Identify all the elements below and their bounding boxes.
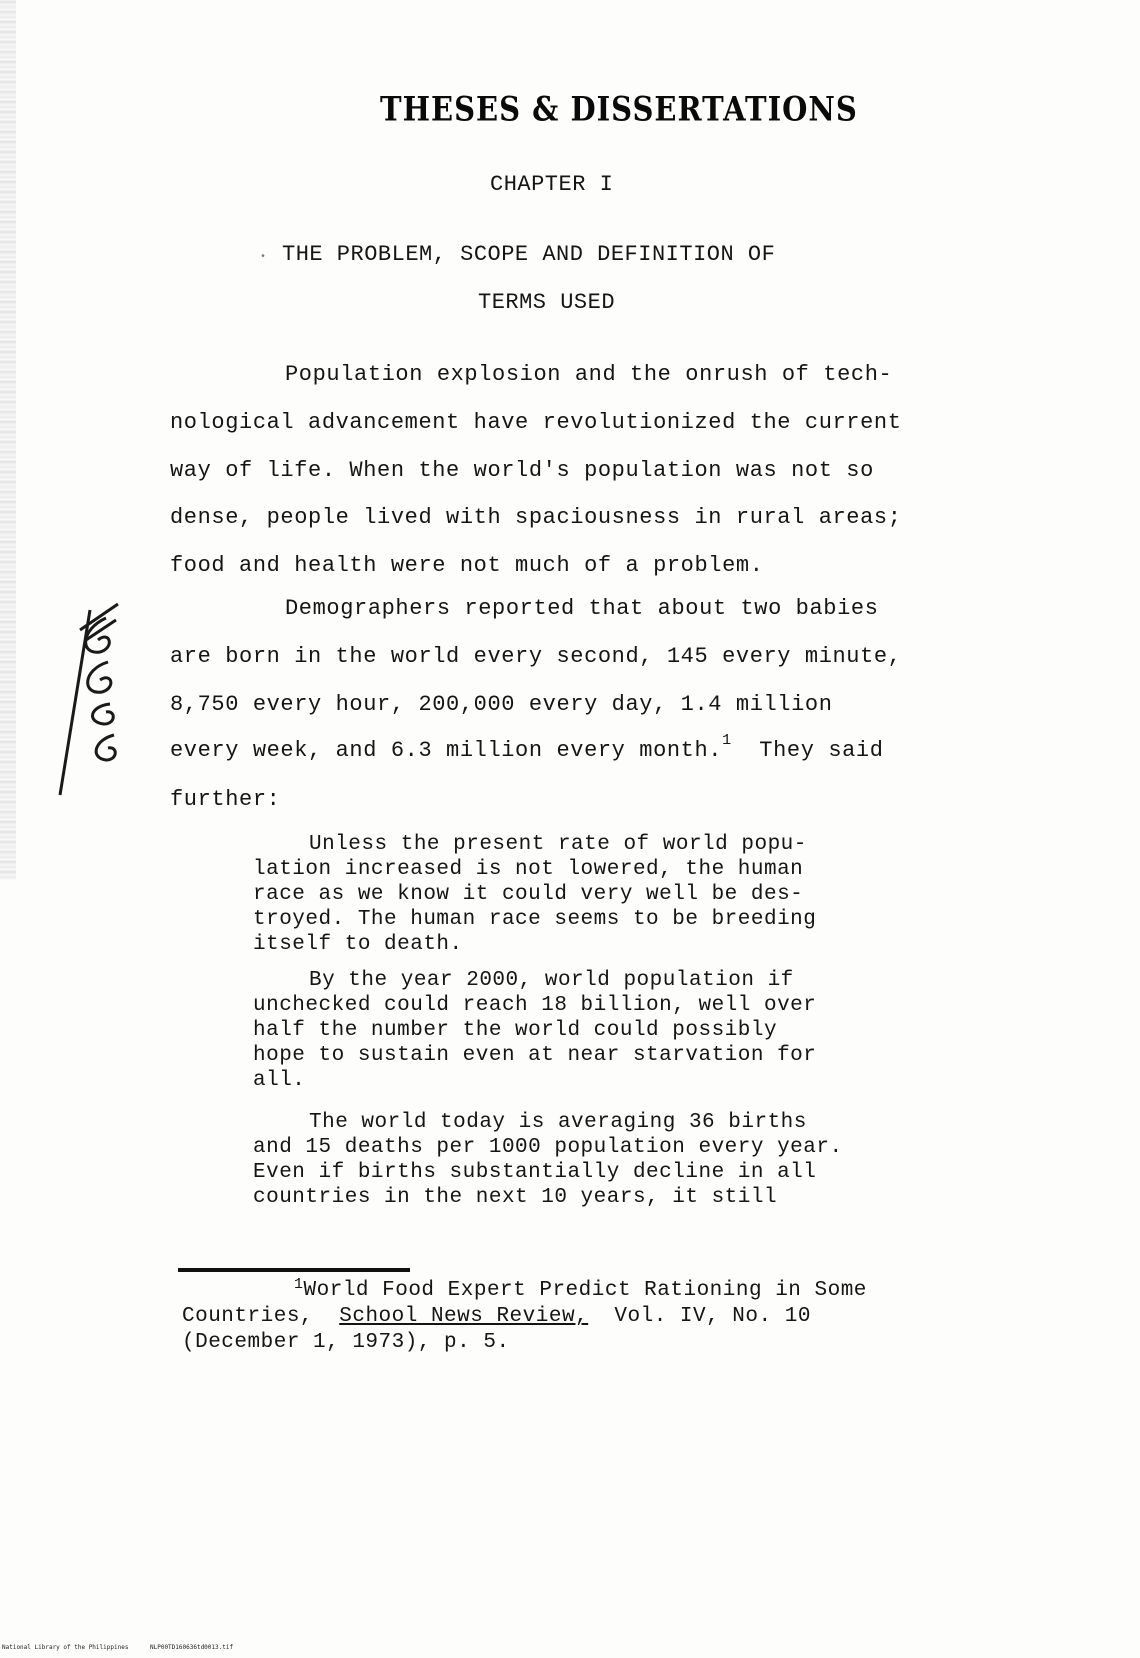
quote-3-line-4: countries in the next 10 years, it still <box>253 1186 778 1209</box>
footnote-source-title: School News Review, <box>339 1305 589 1328</box>
handwritten-accession-number <box>20 600 130 800</box>
quote-3-line-2: and 15 deaths per 1000 population every year. <box>253 1136 843 1159</box>
paragraph-2-line-4-after: They said <box>731 738 884 763</box>
block-quote-paragraph-2 <box>253 968 893 1093</box>
scan-edge-artifact <box>0 0 16 880</box>
quote-2-line-2: unchecked could reach 18 billion, well over <box>253 994 817 1017</box>
footnote-line-1 <box>182 1278 867 1304</box>
quote-2-line-4: hope to sustain even at near starvation for <box>253 1044 817 1067</box>
paragraph-1-line-2: nological advancement have revolutionized the current <box>170 410 902 435</box>
footnote-line-3: (December 1, 1973), p. 5. <box>182 1331 510 1354</box>
footnote-divider <box>178 1268 410 1272</box>
quote-3-line-3: Even if births substantially decline in all <box>253 1161 817 1184</box>
footnote-reference: 1 <box>722 732 732 749</box>
quote-1-line-5: itself to death. <box>253 933 463 956</box>
paragraph-1-line-4: dense, people lived with spaciousness in rural areas; <box>170 505 902 530</box>
paragraph-2-line-3: 8,750 every hour, 200,000 every day, 1.4 million <box>170 692 833 717</box>
paragraph-1-line-3: way of life. When the world's population was not so <box>170 458 874 483</box>
chapter-heading: CHAPTER I <box>490 172 614 197</box>
chapter-title-line-1: THE PROBLEM, SCOPE AND DEFINITION OF <box>282 242 776 267</box>
block-quote-paragraph-3 <box>253 1110 893 1210</box>
paragraph-2-line-1: Demographers reported that about two babies <box>285 596 879 621</box>
chapter-title-line-2: TERMS USED <box>478 290 616 315</box>
quote-1-line-4: troyed. The human race seems to be breeding <box>253 908 817 931</box>
footnote-marker: 1 <box>294 1276 304 1293</box>
footnote-line-1-text: World Food Expert Predict Rationing in Some <box>303 1279 867 1302</box>
stray-mark: • <box>260 252 267 263</box>
footnote-line-2-before: Countries, <box>182 1305 340 1328</box>
paragraph-2-line-4 <box>170 732 970 763</box>
scan-file-label: NLP00TD160636td0013.tif <box>150 1644 234 1651</box>
footnote-line-2-after: Vol. IV, No. 10 <box>588 1305 811 1328</box>
paragraph-1-line-5: food and health were not much of a problem. <box>170 553 764 578</box>
footnote-line-2 <box>182 1304 867 1330</box>
quote-2-line-5: all. <box>253 1069 306 1092</box>
paragraph-2-line-5: further: <box>170 787 281 812</box>
quote-1-line-3: race as we know it could very well be des- <box>253 883 804 906</box>
scan-library-label: National Library of the Philippines <box>2 1644 129 1651</box>
footnote <box>182 1278 867 1356</box>
handwriting-scribble <box>20 600 130 800</box>
paragraph-1-line-1: Population explosion and the onrush of tech- <box>285 362 893 387</box>
theses-dissertations-stamp: THESES & DISSERTATIONS <box>380 89 858 129</box>
quote-2-line-1: By the year 2000, world population if <box>309 969 794 992</box>
quote-3-line-1: The world today is averaging 36 births <box>309 1111 807 1134</box>
paragraph-2-line-2: are born in the world every second, 145 every minute, <box>170 644 902 669</box>
quote-1-line-1: Unless the present rate of world popu- <box>309 833 807 856</box>
block-quote-paragraph-1 <box>253 832 893 957</box>
paragraph-2-line-4-text: every week, and 6.3 million every month. <box>170 738 723 763</box>
quote-1-line-2: lation increased is not lowered, the human <box>253 858 804 881</box>
quote-2-line-3: half the number the world could possibly <box>253 1019 778 1042</box>
